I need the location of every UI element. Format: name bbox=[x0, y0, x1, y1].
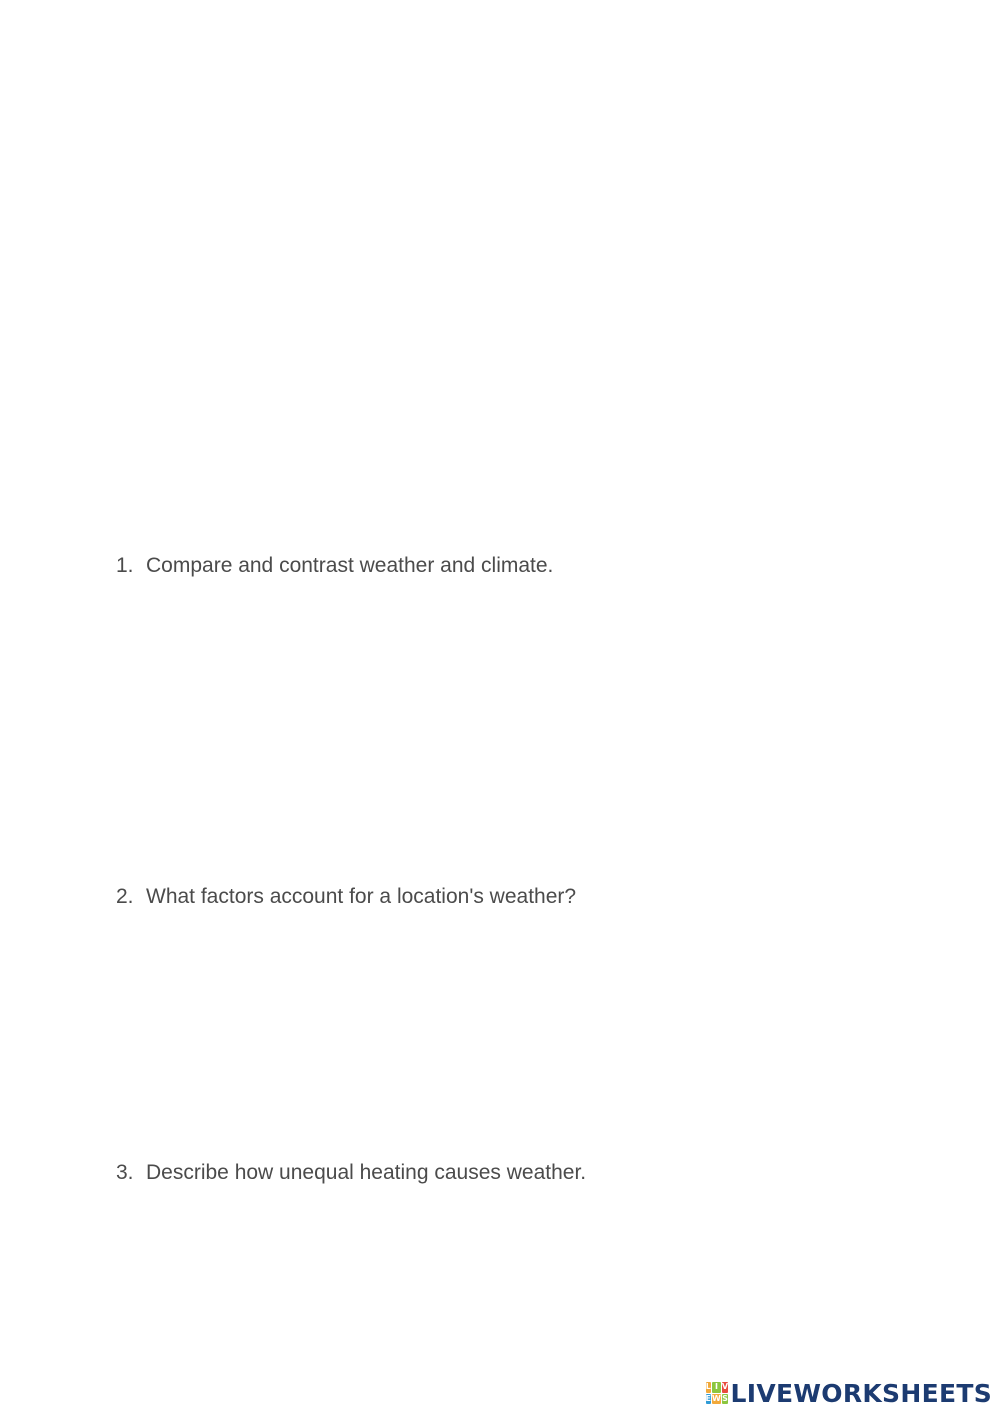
question-text: What factors account for a location's weather? bbox=[146, 885, 577, 908]
brand-name: LIVEWORKSHEETS bbox=[730, 1378, 992, 1408]
logo-tile: E bbox=[705, 1393, 712, 1403]
logo-tile: S bbox=[722, 1393, 728, 1403]
question-2 bbox=[116, 886, 576, 907]
logo-tile: V bbox=[721, 1382, 729, 1391]
question-number: 1. bbox=[116, 554, 134, 577]
question-1 bbox=[116, 555, 553, 576]
question-3 bbox=[116, 1162, 586, 1183]
logo-tile: W bbox=[712, 1393, 721, 1403]
question-text: Describe how unequal heating causes weather. bbox=[146, 1161, 587, 1184]
logo-tile: L bbox=[705, 1382, 711, 1391]
logo-tile: I bbox=[712, 1382, 721, 1393]
liveworksheets-logo-icon bbox=[706, 1382, 728, 1404]
question-number: 2. bbox=[116, 885, 134, 908]
question-number: 3. bbox=[116, 1161, 134, 1184]
question-text: Compare and contrast weather and climate. bbox=[146, 554, 554, 577]
liveworksheets-brand bbox=[706, 1378, 992, 1408]
